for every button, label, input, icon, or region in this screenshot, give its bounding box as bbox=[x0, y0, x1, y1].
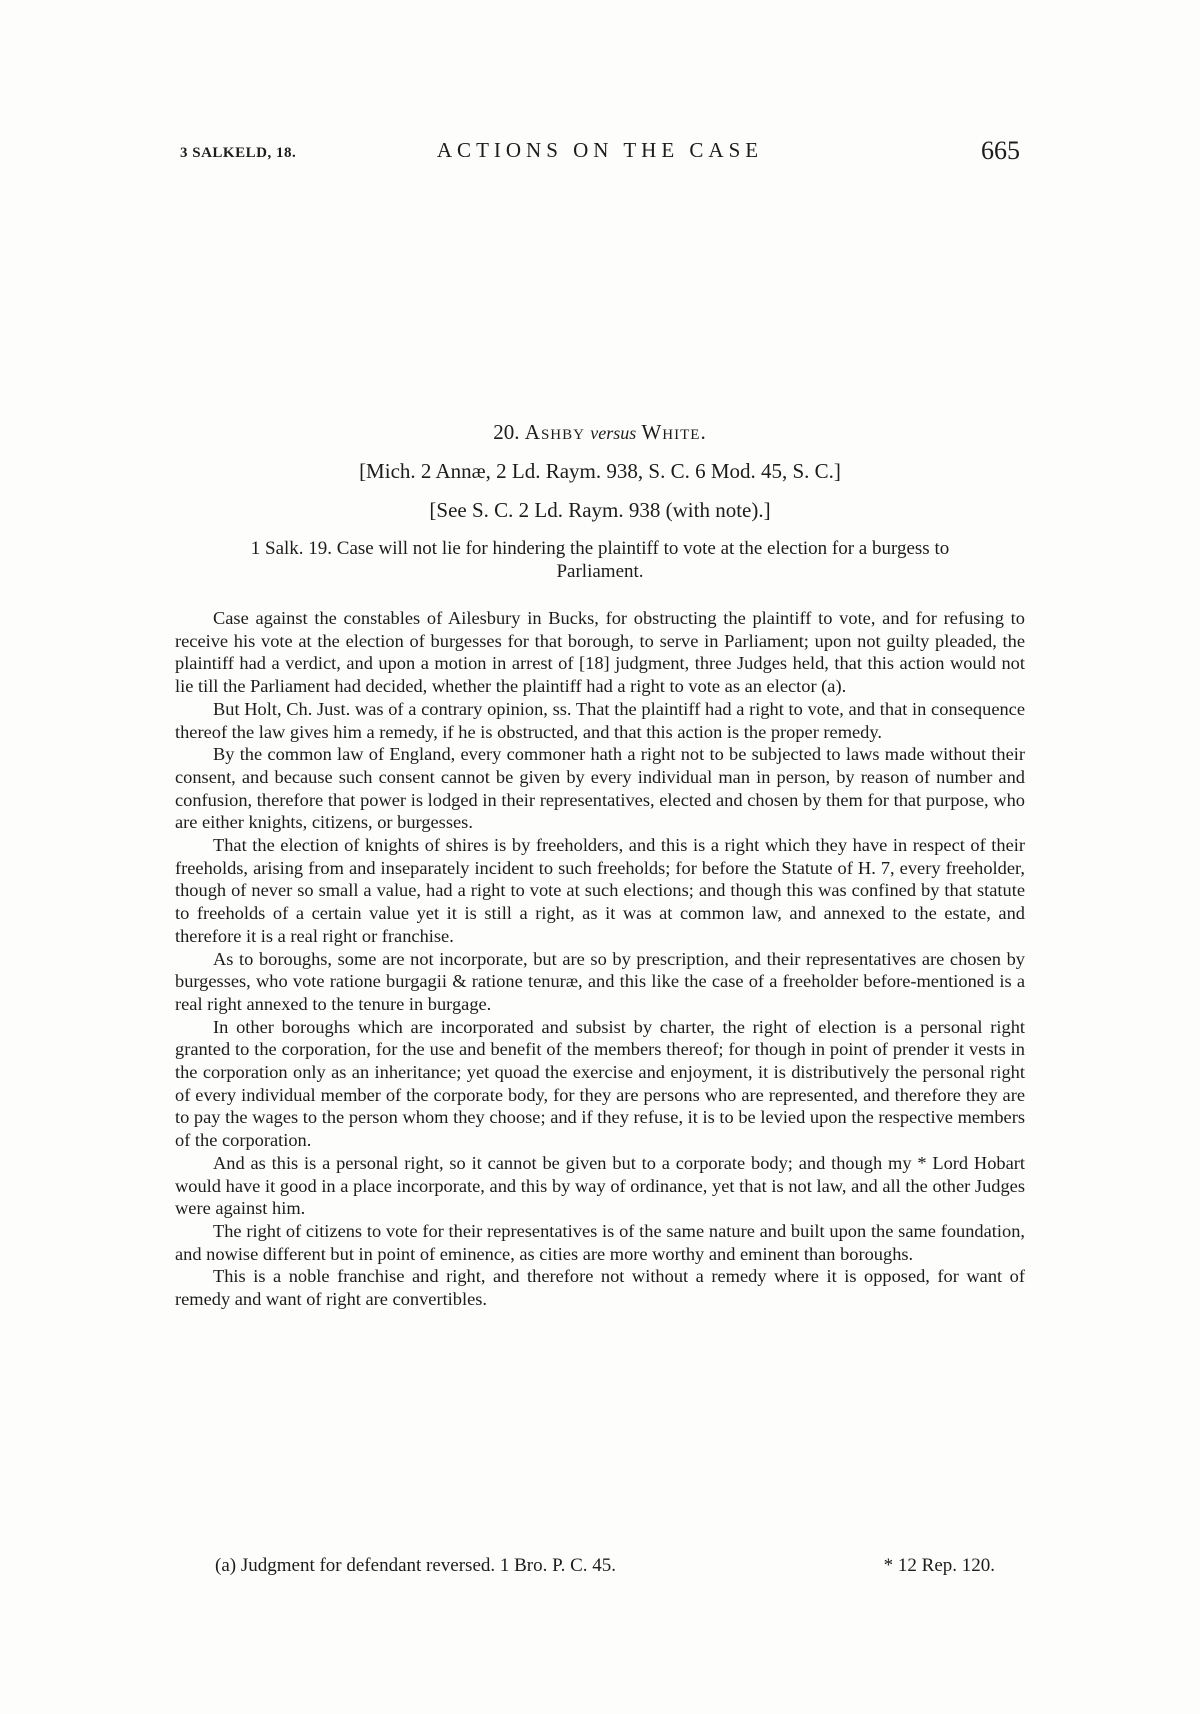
footnote-star: * 12 Rep. 120. bbox=[883, 1555, 995, 1576]
body-paragraph: This is a noble franchise and right, and therefore not without a remedy where it is opposed, for want of remedy and want of right are convertibles. bbox=[175, 1266, 1025, 1310]
citation-secondary: [See S. C. 2 Ld. Raym. 938 (with note).] bbox=[429, 498, 771, 522]
running-title: ACTIONS ON THE CASE bbox=[436, 138, 764, 162]
body-paragraph: And as this is a personal right, so it cannot be given but to a corporate body; and though my * Lord Hobart would have it good in a place incorporate, and this by way of ordinance, yet that is not law, and all the other Judges were against him. bbox=[175, 1152, 1025, 1219]
citation-primary: [Mich. 2 Annæ, 2 Ld. Raym. 938, S. C. 6 Mod. 45, S. C.] bbox=[359, 459, 841, 483]
case-number: 20. bbox=[493, 420, 520, 444]
headnote: 1 Salk. 19. Case will not lie for hindering the plaintiff to vote at the election for a burgess to Parliament. bbox=[250, 538, 950, 582]
body-paragraph: As to boroughs, some are not incorporate, but are so by prescription, and their representatives are chosen by burgesses, who vote ratione burgagii & ratione tenuræ, and this like the case of a freeholder before-mentioned is a real right annexed to the tenure in burgage. bbox=[175, 948, 1025, 1014]
running-header bbox=[0, 133, 1200, 173]
body-paragraph: The right of citizens to vote for their representatives is of the same nature and built upon the same foundation, and nowise different but in point of eminence, as cities are more worthy and eminent than boroughs. bbox=[175, 1220, 1025, 1264]
party-defendant: White. bbox=[641, 420, 707, 444]
body-paragraph: In other boroughs which are incorporated and subsist by charter, the right of election is a personal right granted to the corporation, for the use and benefit of the members thereof; for though in point of prender it vests in the corporation only as an inheritance; yet quoad the exercise and enjoyment, it is distributively the personal right of every individual member of the corporate body, for they are persons who are represented, and therefore they are to pay the wages to the person whom they choose; and if they refuse, it is to be levied upon the respective members of the corporation. bbox=[175, 1016, 1025, 1151]
body-paragraph: But Holt, Ch. Just. was of a contrary opinion, ss. That the plaintiff had a right to vote, and that in consequence thereof the law gives him a remedy, if he is obstructed, and that this action is the proper remedy. bbox=[175, 698, 1025, 742]
body-paragraph: Case against the constables of Ailesbury in Bucks, for obstructing the plaintiff to vote, and for refusing to receive his vote at the election of burgesses for that borough, to serve in Parliament; upon not guilty pleaded, the plaintiff had a verdict, and upon a motion in arrest of [18] judgment, three Judges held, that this action would not lie till the Parliament had decided, whether the plaintiff had a right to vote as an elector (a). bbox=[175, 608, 1025, 697]
body-paragraph: That the election of knights of shires is by freeholders, and this is a right which they have in respect of their freeholds, arising from and inseparately incident to such freeholds; for before the Statute of H. 7, every freeholder, though of never so small a value, had a right to vote at such elections; and though this was confined by that statute to freeholds of a certain value yet it is still a right, as it was at common law, and annexed to the estate, and therefore it is a real right or franchise. bbox=[175, 835, 1025, 946]
page-number: 665 bbox=[981, 136, 1020, 165]
party-plaintiff: Ashby bbox=[524, 420, 585, 444]
report-body bbox=[175, 607, 1025, 1311]
case-title bbox=[175, 420, 1025, 445]
versus-word: versus bbox=[590, 423, 637, 443]
report-reference: 3 SALKELD, 18. bbox=[180, 145, 297, 161]
case-heading bbox=[175, 420, 1025, 603]
footnote-a: (a) Judgment for defendant reversed. 1 Bro. P. C. 45. bbox=[215, 1555, 617, 1576]
body-paragraph: By the common law of England, every commoner hath a right not to be subjected to laws made without their consent, and because such consent cannot be given by every individual man in person, by reason of number and confusion, therefore that power is lodged in their representatives, elected and chosen by them for that purpose, who are either knights, citizens, or burgesses. bbox=[175, 744, 1025, 833]
